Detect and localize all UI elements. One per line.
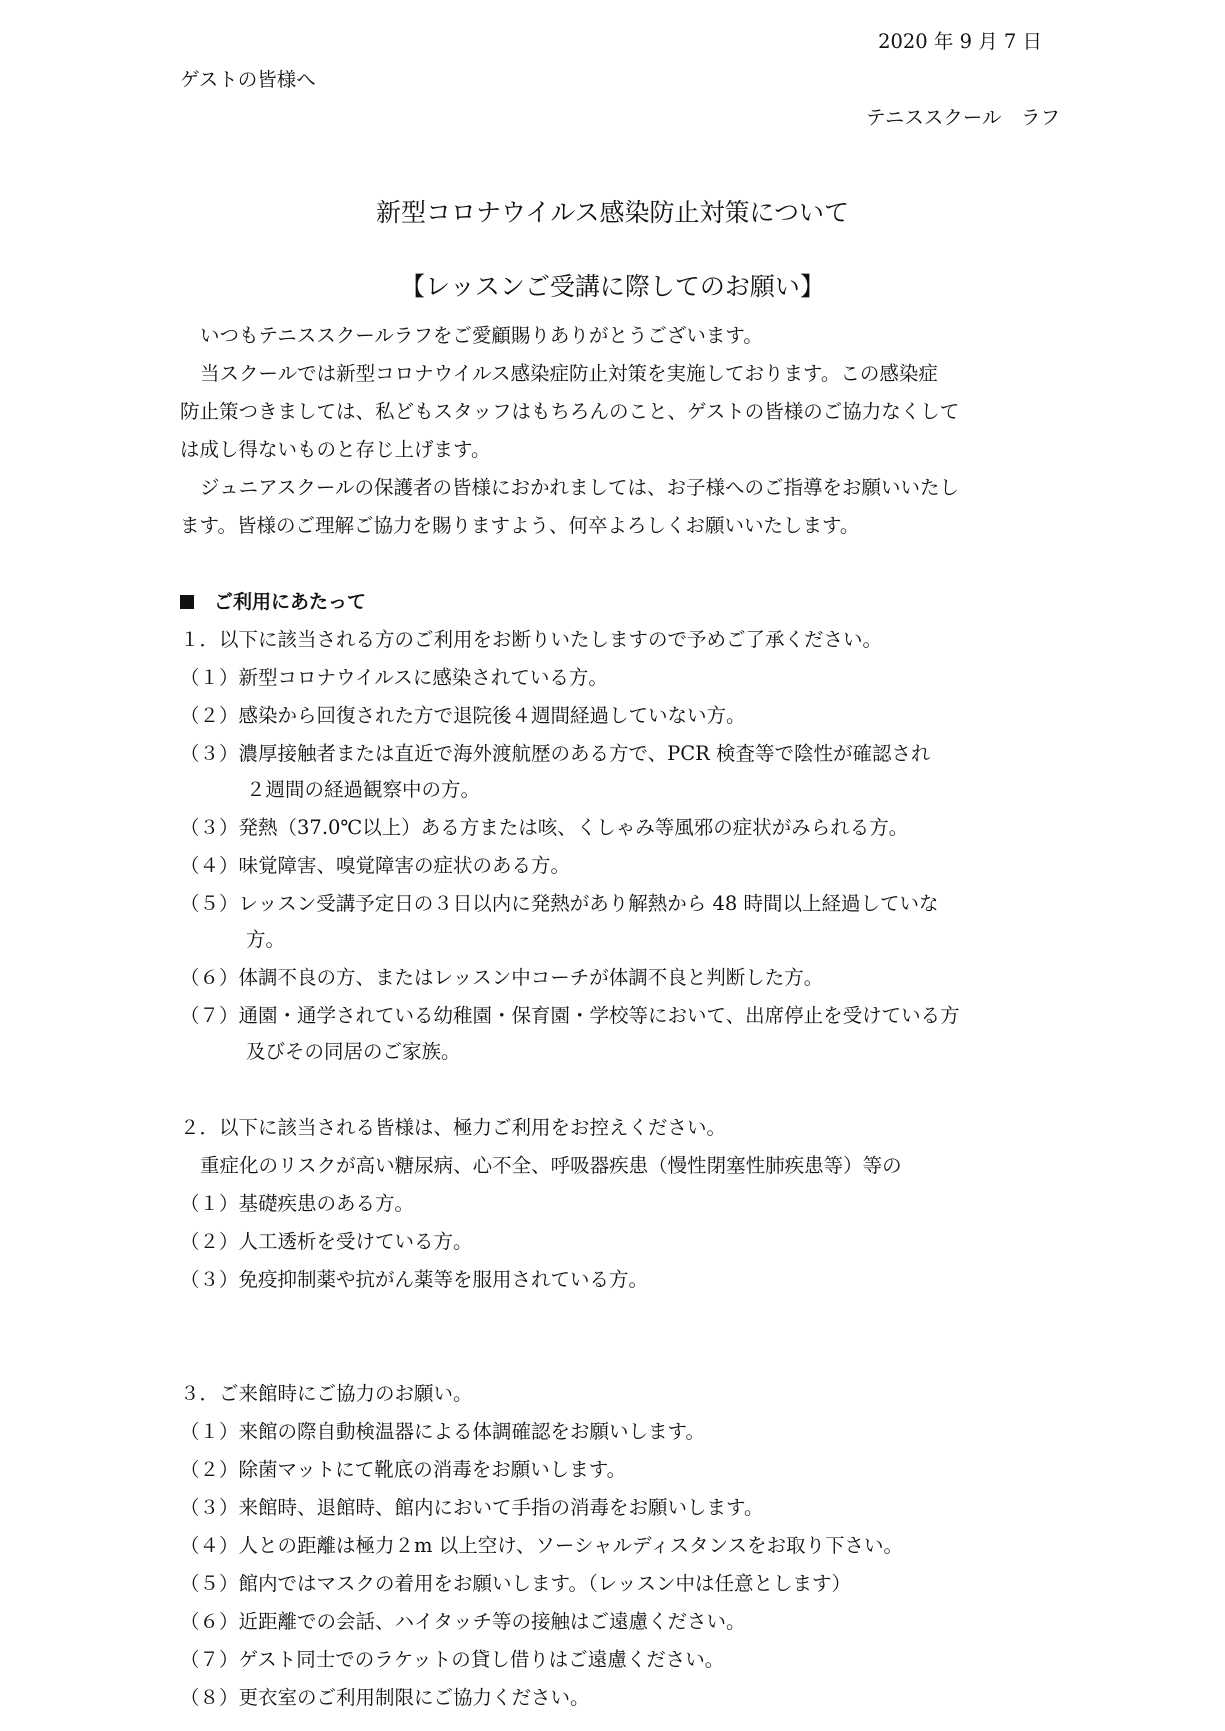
- list-item: （３）免疫抑制薬や抗がん薬等を服用されている方。: [180, 1268, 649, 1291]
- section-2-note: 重症化のリスクが高い糖尿病、心不全、呼吸器疾患（慢性閉塞性肺疾患等）等の: [200, 1154, 902, 1177]
- document-title: 新型コロナウイルス感染防止対策について: [375, 198, 849, 227]
- section-1-title: １．以下に該当される方のご利用をお断りいたしますので予めご了承ください。: [180, 628, 883, 651]
- list-item: （７）ゲスト同士でのラケットの貸し借りはご遠慮ください。: [180, 1648, 725, 1671]
- recipient: ゲストの皆様へ: [180, 68, 316, 91]
- list-item-continued: 方。: [246, 928, 286, 951]
- list-item: （２）人工透析を受けている方。: [180, 1230, 473, 1253]
- list-item: （３）発熱（37.0℃以上）ある方または咳、くしゃみ等風邪の症状がみられる方。: [180, 816, 909, 839]
- section-heading-text: ご利用にあたって: [214, 591, 367, 613]
- document-subtitle: 【レッスンご受講に際してのお願い】: [400, 272, 825, 301]
- list-item: （４）味覚障害、嗅覚障害の症状のある方。: [180, 854, 571, 877]
- list-item: （１）来館の際自動検温器による体調確認をお願いします。: [180, 1420, 705, 1443]
- list-item: （３）来館時、退館時、館内において手指の消毒をお願いします。: [180, 1496, 764, 1519]
- list-item: （５）館内ではマスクの着用をお願いします。（レッスン中は任意とします）: [180, 1572, 851, 1595]
- list-item: （４）人との距離は極力２m 以上空け、ソーシャルディスタンスをお取り下さい。: [180, 1534, 903, 1557]
- intro-line: は成し得ないものと存じ上げます。: [180, 438, 491, 461]
- list-item: （２）感染から回復された方で退院後４週間経過していない方。: [180, 704, 746, 727]
- section-heading: [180, 590, 366, 614]
- square-bullet-icon: [180, 595, 194, 609]
- list-item: （３）濃厚接触者または直近で海外渡航歴のある方で、PCR 検査等で陰性が確認され: [180, 742, 931, 765]
- list-item-continued: ２週間の経過観察中の方。: [246, 778, 481, 801]
- list-item: （１）基礎疾患のある方。: [180, 1192, 415, 1215]
- list-item: （６）近距離での会話、ハイタッチ等の接触はご遠慮ください。: [180, 1610, 746, 1633]
- intro-line: いつもテニススクールラフをご愛顧賜りありがとうございます。: [200, 324, 763, 347]
- list-item: （６）体調不良の方、またはレッスン中コーチが体調不良と判断した方。: [180, 966, 824, 989]
- intro-line: ジュニアスクールの保護者の皆様におかれましては、お子様へのご指導をお願いいたし: [200, 476, 959, 499]
- list-item: （５）レッスン受講予定日の３日以内に発熱があり解熱から 48 時間以上経過していな: [180, 892, 939, 915]
- list-item: （１）新型コロナウイルスに感染されている方。: [180, 666, 608, 689]
- sender: テニススクール ラフ: [866, 106, 1060, 129]
- list-item: （２）除菌マットにて靴底の消毒をお願いします。: [180, 1458, 627, 1481]
- intro-line: 防止策つきましては、私どもスタッフはもちろんのこと、ゲストの皆様のご協力なくして: [180, 400, 960, 423]
- list-item: （８）更衣室のご利用制限にご協力ください。: [180, 1686, 590, 1709]
- intro-line: ます。皆様のご理解ご協力を賜りますよう、何卒よろしくお願いいたします。: [180, 514, 860, 537]
- list-item-continued: 及びその同居のご家族。: [246, 1040, 461, 1063]
- document-date: 2020 年 9 月 7 日: [878, 30, 1042, 53]
- section-3-title: ３．ご来館時にご協力のお願い。: [180, 1382, 473, 1405]
- intro-line: 当スクールでは新型コロナウイルス感染症防止対策を実施しております。この感染症: [200, 362, 938, 385]
- section-2-title: ２．以下に該当される皆様は、極力ご利用をお控えください。: [180, 1116, 727, 1139]
- list-item: （７）通園・通学されている幼稚園・保育園・学校等において、出席停止を受けている方: [180, 1004, 960, 1027]
